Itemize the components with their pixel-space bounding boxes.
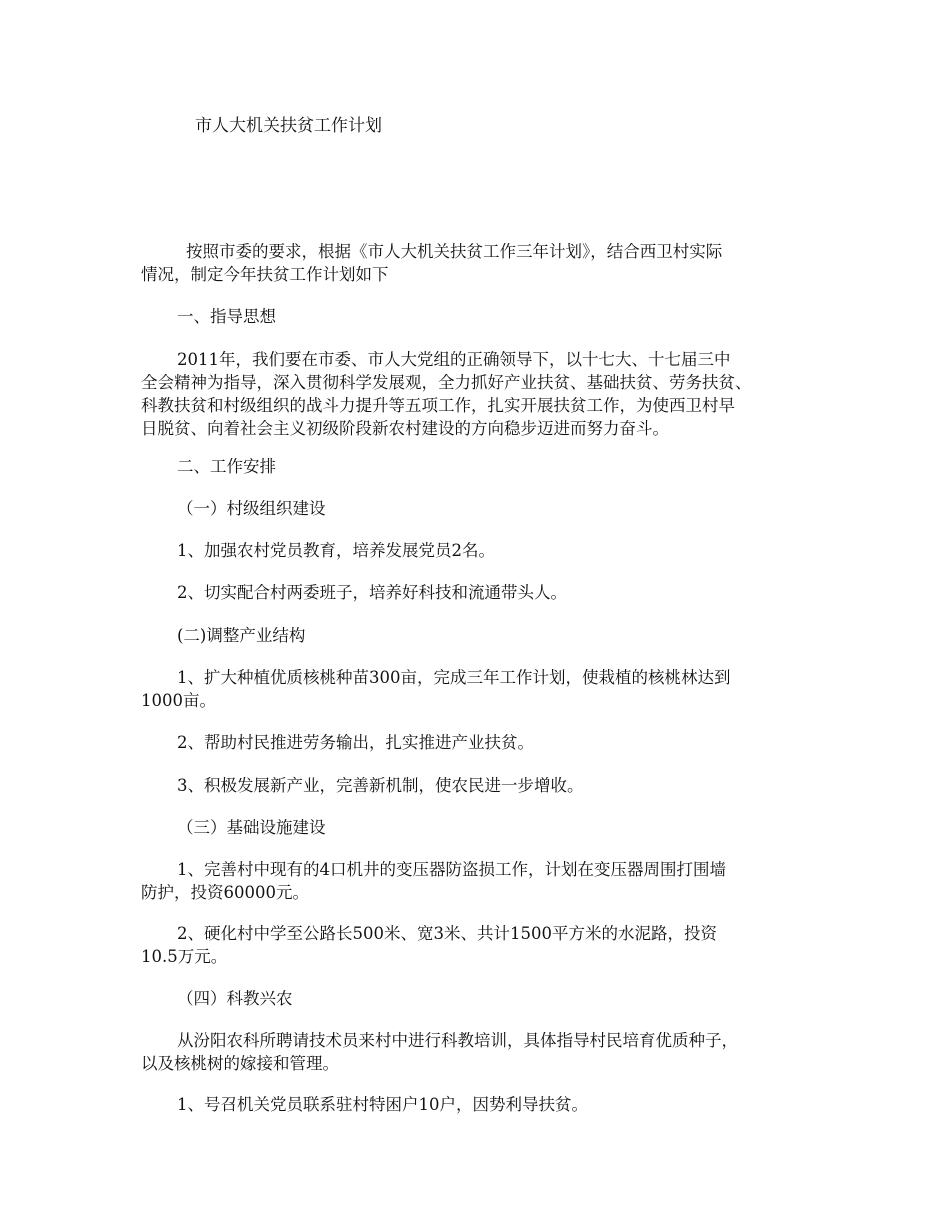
item-text: 3、积极发展新产业，完善新机制，使农民进一步增收。 (177, 776, 584, 795)
item-text: 1、加强农村党员教育，培养发展党员2名。 (177, 541, 495, 560)
heading-text: 二、工作安排 (177, 457, 276, 476)
list-item (141, 1093, 813, 1116)
heading-text: （一）村级组织建设 (177, 499, 326, 518)
heading-text: （三）基础设施建设 (177, 818, 326, 837)
item-text: 2、帮助村民推进劳务输出，扎实推进产业扶贫。 (177, 733, 534, 752)
intro-paragraph (141, 240, 813, 286)
item-text: 1、扩大种植优质核桃种苗300亩，完成三年工作计划，使栽植的核桃林达到 (177, 668, 731, 687)
subsection-heading-4 (141, 987, 813, 1010)
paragraph-line: 科教扶贫和村级组织的战斗力提升等五项工作，扎实开展扶贫工作，为使西卫村早 (141, 396, 735, 415)
list-item (141, 581, 813, 604)
subsection-heading-3 (141, 816, 813, 839)
paragraph-line: 情况，制定今年扶贫工作计划如下 (141, 265, 389, 284)
list-item (141, 858, 813, 904)
section-heading-guiding (141, 305, 813, 328)
paragraph-line: 日脱贫、向着社会主义初级阶段新农村建设的方向稳步迈进而努力奋斗。 (141, 419, 669, 438)
paragraph-line: 全会精神为指导，深入贯彻科学发展观，全力抓好产业扶贫、基础扶贫、劳务扶贫、 (141, 373, 752, 392)
section-heading-arrangement (141, 455, 813, 478)
list-item (141, 922, 813, 968)
document-title: 市人大机关扶贫工作计划 (195, 116, 382, 136)
subsection-heading-2 (141, 624, 813, 647)
guiding-paragraph (141, 348, 813, 440)
item-text: 1、完善村中现有的4口机井的变压器防盗损工作，计划在变压器周围打围墙 (177, 860, 726, 879)
heading-text: (二)调整产业结构 (177, 626, 306, 645)
heading-text: 一、指导思想 (177, 307, 276, 326)
paragraph-line: 以及核桃树的嫁接和管理。 (141, 1054, 339, 1073)
heading-text: （四）科教兴农 (177, 989, 293, 1008)
list-item (141, 774, 813, 797)
list-item (141, 731, 813, 754)
body-paragraph (141, 1029, 813, 1075)
item-text: 10.5万元。 (141, 947, 228, 966)
item-text: 1000亩。 (141, 691, 216, 710)
subsection-heading-1 (141, 497, 813, 520)
item-text: 2、硬化村中学至公路长500米、宽3米、共计1500平方米的水泥路，投资 (177, 924, 717, 943)
item-text: 防护，投资60000元。 (141, 883, 309, 902)
list-item (141, 539, 813, 562)
paragraph-line: 从汾阳农科所聘请技术员来村中进行科教培训，具体指导村民培育优质种子， (177, 1031, 738, 1050)
item-text: 1、号召机关党员联系驻村特困户10户，因势利导扶贫。 (177, 1095, 588, 1114)
paragraph-line: 2011年，我们要在市委、市人大党组的正确领导下，以十七大、十七届三中 (177, 350, 731, 369)
list-item (141, 666, 813, 712)
paragraph-line: 按照市委的要求，根据《市人大机关扶贫工作三年计划》，结合西卫村实际 (186, 242, 723, 261)
item-text: 2、切实配合村两委班子，培养好科技和流通带头人。 (177, 583, 567, 602)
